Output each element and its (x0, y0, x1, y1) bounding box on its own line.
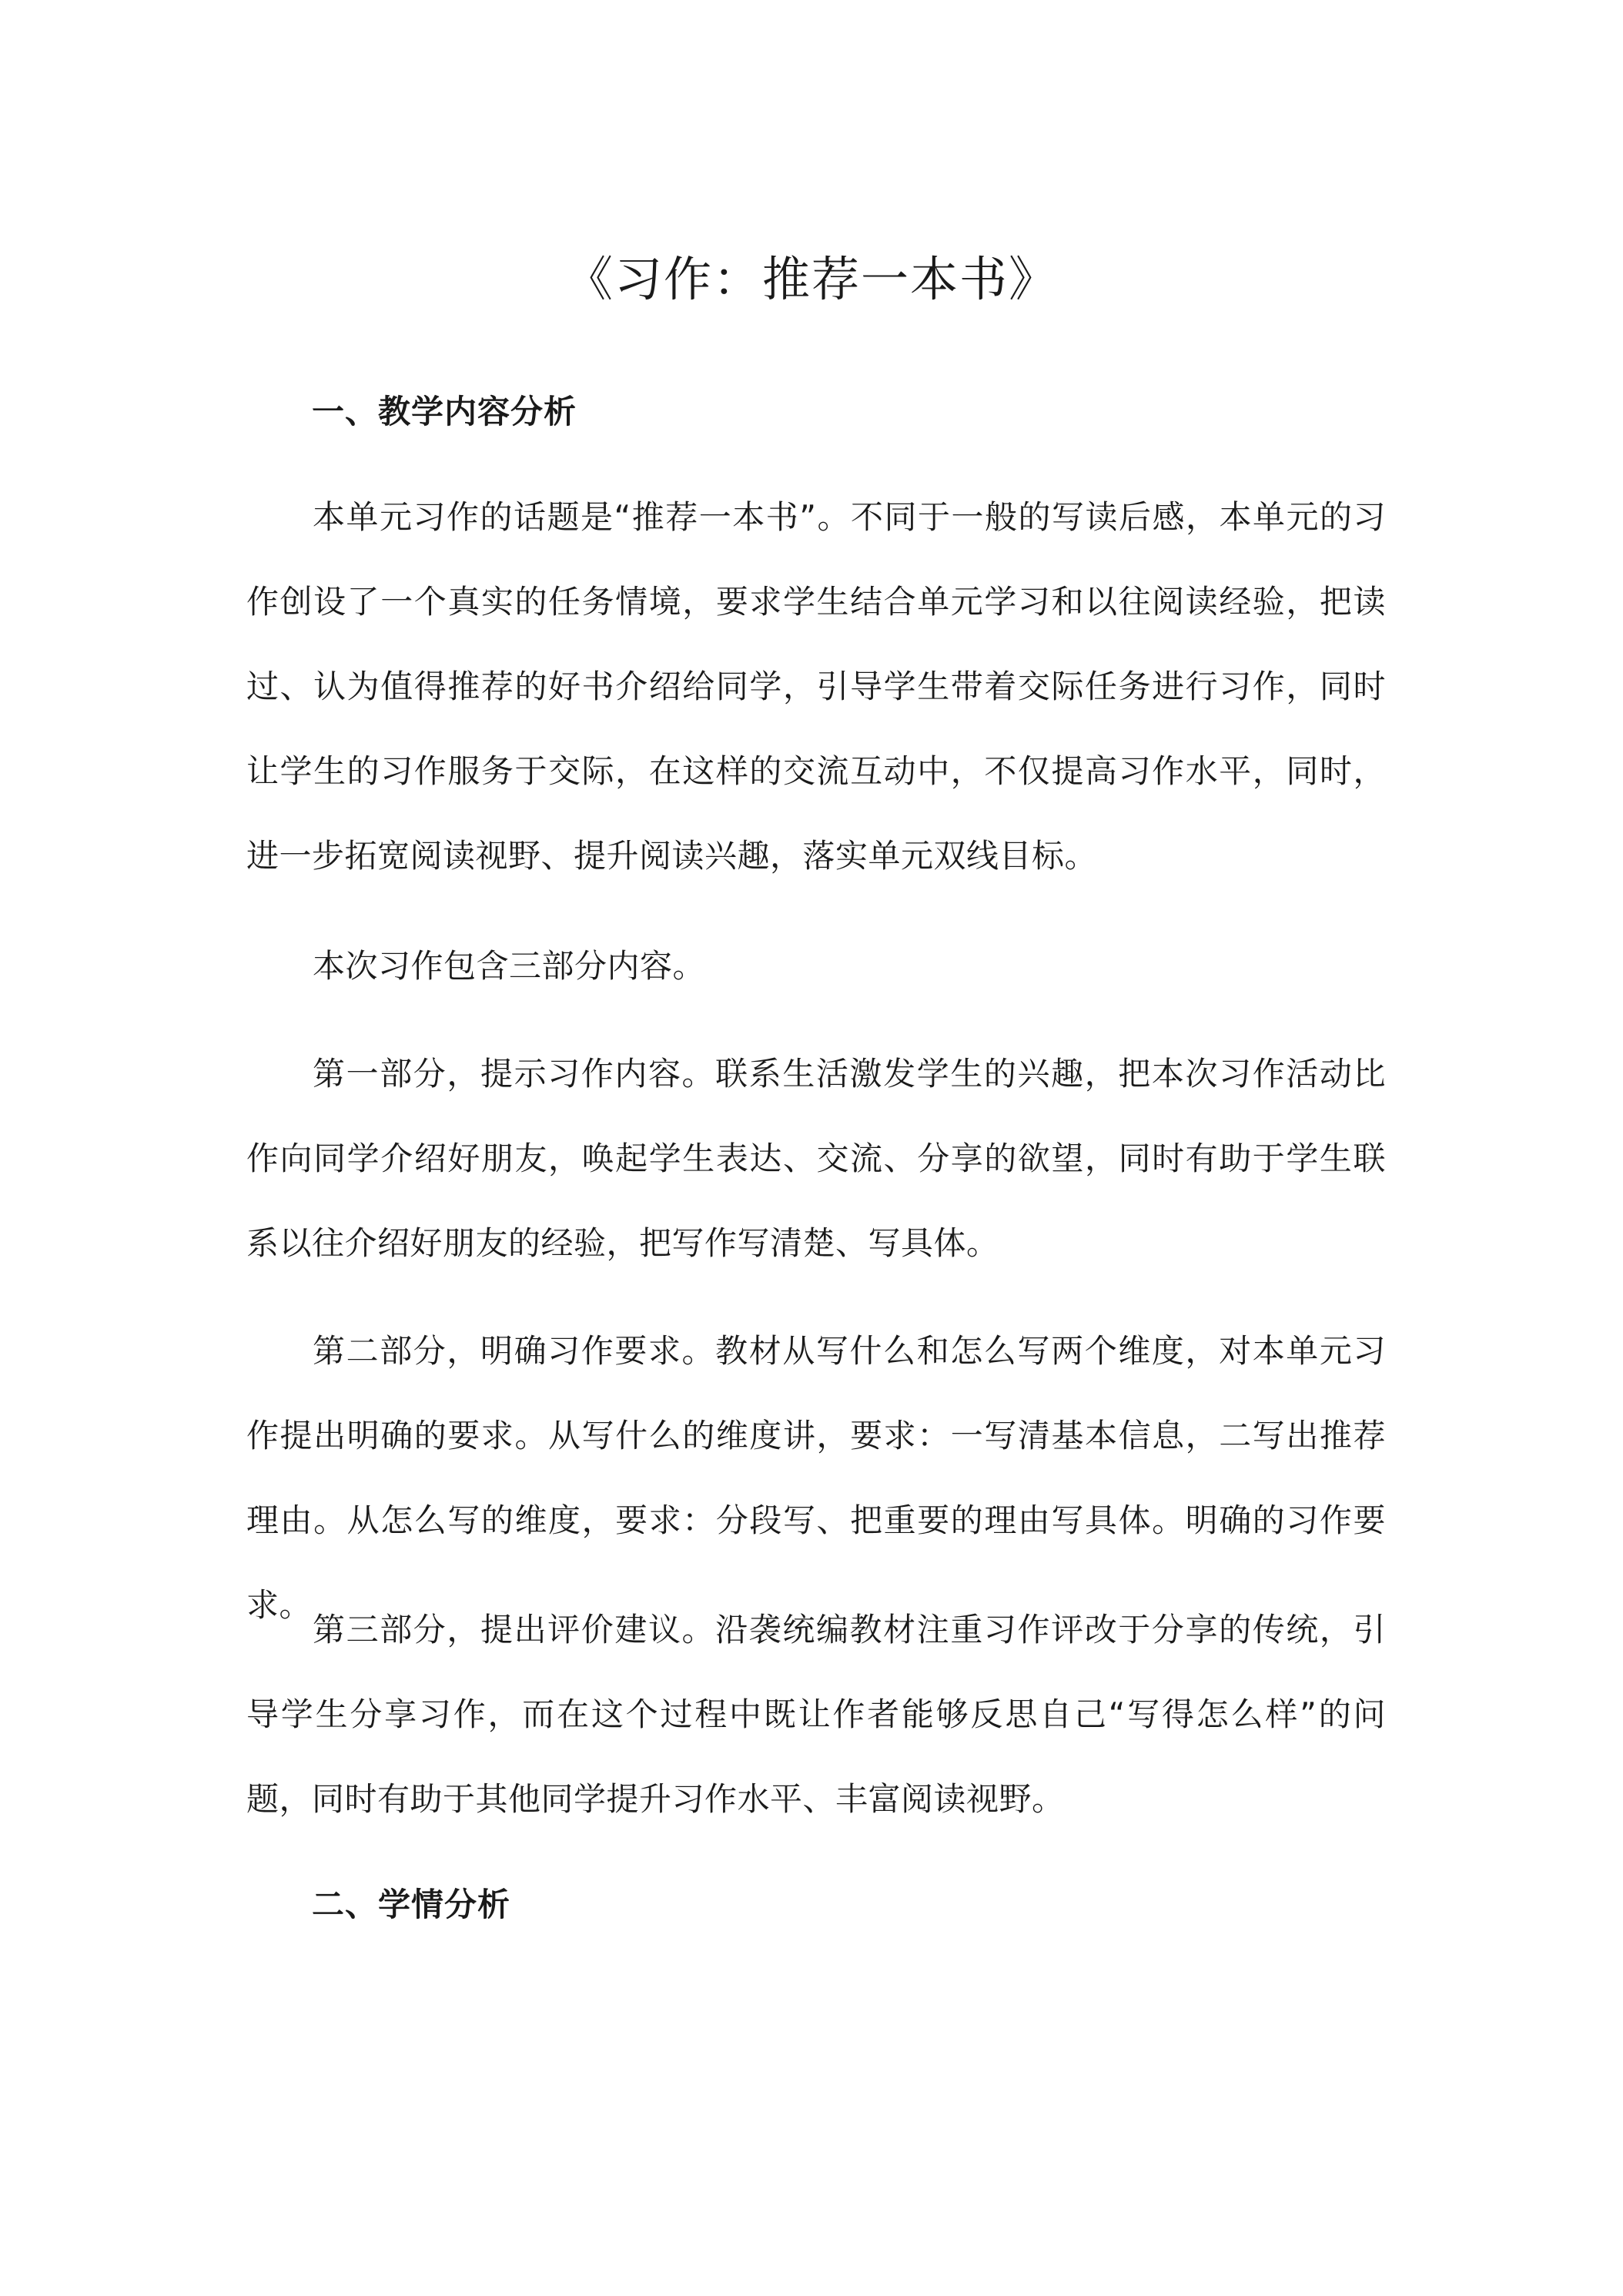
paragraph-part-three: 第三部分，提出评价建议。沿袭统编教材注重习作评改于分享的传统，引导学生分享习作，而在这个过程中既让作者能够反思自己“写得怎么样”的问题，同时有助于其他同学提升习作水平、丰富阅读视野。 (246, 1611, 1386, 1818)
section-heading-learning-analysis: 二、学情分析 (312, 1886, 511, 1923)
paragraph-topic-overview: 本单元习作的话题是“推荐一本书”。不同于一般的写读后感，本单元的习作创设了一个真实的任务情境，要求学生结合单元学习和以往阅读经验，把读过、认为值得推荐的好书介绍给同学，引导学生带着交际任务进行习作，同时让学生的习作服务于交际，在这样的交流互动中，不仅提高习作水平，同时，进一步拓宽阅读视野、提升阅读兴趣，落实单元双线目标。 (246, 498, 1386, 875)
paragraph-part-two: 第二部分，明确习作要求。教材从写什么和怎么写两个维度，对本单元习作提出明确的要求。从写什么的维度讲，要求：一写清基本信息，二写出推荐理由。从怎么写的维度，要求：分段写、把重要的理由写具体。明确的习作要求。 (246, 1332, 1386, 1624)
section-heading-content-analysis: 一、教学内容分析 (312, 393, 577, 430)
paragraph-part-one: 第一部分，提示习作内容。联系生活激发学生的兴趣，把本次习作活动比作向同学介绍好朋友，唤起学生表达、交流、分享的欲望，同时有助于学生联系以往介绍好朋友的经验，把写作写清楚、写具体。 (246, 1055, 1386, 1262)
document-title: 《习作：推荐一本书》 (564, 251, 1058, 307)
paragraph-three-parts: 本次习作包含三部分内容。 (313, 947, 706, 985)
